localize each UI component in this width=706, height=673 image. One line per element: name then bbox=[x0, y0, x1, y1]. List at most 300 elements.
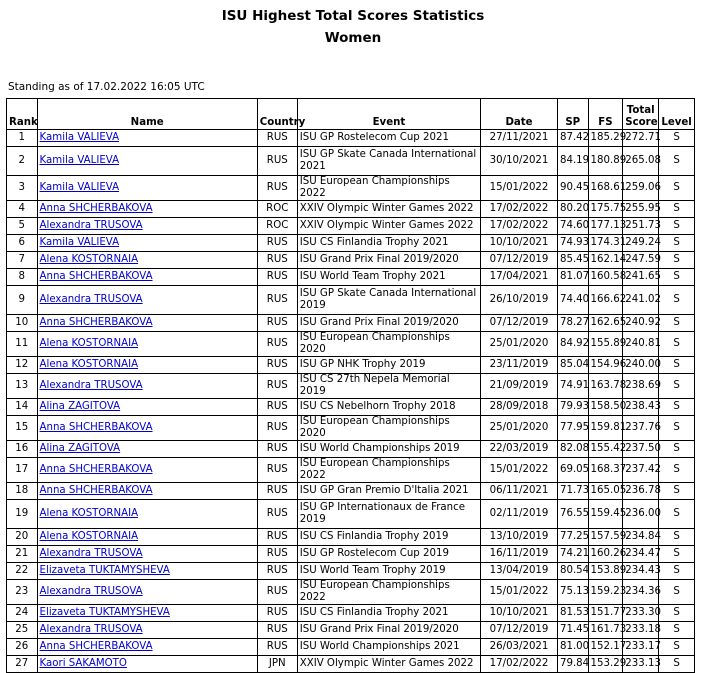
event-cell: ISU GP Skate Canada International 2019 bbox=[297, 286, 480, 315]
name-cell bbox=[37, 399, 257, 416]
total-score-cell: 241.02 bbox=[623, 286, 659, 315]
event-cell: ISU World Team Trophy 2019 bbox=[297, 563, 480, 580]
sp-score-cell: 75.13 bbox=[557, 580, 588, 605]
table-row bbox=[7, 656, 695, 673]
event-cell: ISU European Championships 2022 bbox=[297, 580, 480, 605]
skater-name-link[interactable]: Anna SHCHERBAKOVA bbox=[39, 464, 153, 475]
skater-name-link[interactable]: Kamila VALIEVA bbox=[39, 182, 120, 193]
scores-table bbox=[6, 98, 695, 673]
header-event: Event bbox=[297, 99, 480, 130]
total-score-cell: 237.42 bbox=[623, 458, 659, 483]
level-cell: S bbox=[659, 416, 695, 441]
sp-score-cell: 81.00 bbox=[557, 639, 588, 656]
table-row bbox=[7, 605, 695, 622]
total-score-cell: 247.59 bbox=[623, 252, 659, 269]
fs-score-cell: 174.31 bbox=[588, 235, 623, 252]
fs-score-cell: 165.05 bbox=[588, 483, 623, 500]
sp-score-cell: 74.91 bbox=[557, 374, 588, 399]
date-cell: 22/03/2019 bbox=[481, 441, 558, 458]
total-score-cell: 240.00 bbox=[623, 357, 659, 374]
fs-score-cell: 168.61 bbox=[588, 176, 623, 201]
rank-cell: 5 bbox=[7, 218, 38, 235]
sp-score-cell: 71.73 bbox=[557, 483, 588, 500]
date-cell: 02/11/2019 bbox=[481, 500, 558, 529]
date-cell: 17/02/2022 bbox=[481, 218, 558, 235]
skater-name-link[interactable]: Alina ZAGITOVA bbox=[39, 401, 121, 412]
total-score-cell: 233.13 bbox=[623, 656, 659, 673]
table-row bbox=[7, 483, 695, 500]
level-cell: S bbox=[659, 399, 695, 416]
table-row bbox=[7, 374, 695, 399]
table-row bbox=[7, 441, 695, 458]
name-cell bbox=[37, 529, 257, 546]
fs-score-cell: 159.81 bbox=[588, 416, 623, 441]
rank-cell: 12 bbox=[7, 357, 38, 374]
country-cell: RUS bbox=[257, 357, 297, 374]
country-cell: RUS bbox=[257, 458, 297, 483]
table-row bbox=[7, 357, 695, 374]
total-score-cell: 241.65 bbox=[623, 269, 659, 286]
table-row bbox=[7, 130, 695, 147]
sp-score-cell: 85.45 bbox=[557, 252, 588, 269]
date-cell: 30/10/2021 bbox=[481, 147, 558, 176]
fs-score-cell: 162.14 bbox=[588, 252, 623, 269]
skater-name-link[interactable]: Anna SHCHERBAKOVA bbox=[39, 641, 153, 652]
level-cell: S bbox=[659, 357, 695, 374]
country-cell: RUS bbox=[257, 563, 297, 580]
level-cell: S bbox=[659, 529, 695, 546]
event-cell: ISU World Championships 2021 bbox=[297, 639, 480, 656]
name-cell bbox=[37, 622, 257, 639]
total-score-cell: 272.71 bbox=[623, 130, 659, 147]
country-cell: ROC bbox=[257, 201, 297, 218]
skater-name-link[interactable]: Alexandra TRUSOVA bbox=[39, 548, 143, 559]
name-cell bbox=[37, 218, 257, 235]
table-row bbox=[7, 332, 695, 357]
date-cell: 07/12/2019 bbox=[481, 252, 558, 269]
standing-timestamp: Standing as of 17.02.2022 16:05 UTC bbox=[8, 81, 205, 93]
fs-score-cell: 159.45 bbox=[588, 500, 623, 529]
fs-score-cell: 154.96 bbox=[588, 357, 623, 374]
skater-name-link[interactable]: Alena KOSTORNAIA bbox=[39, 338, 139, 349]
header-fs: FS bbox=[588, 99, 623, 130]
sp-score-cell: 79.93 bbox=[557, 399, 588, 416]
event-cell: ISU European Championships 2022 bbox=[297, 458, 480, 483]
name-cell bbox=[37, 252, 257, 269]
level-cell: S bbox=[659, 441, 695, 458]
fs-score-cell: 153.89 bbox=[588, 563, 623, 580]
rank-cell: 2 bbox=[7, 147, 38, 176]
country-cell: RUS bbox=[257, 374, 297, 399]
country-cell: RUS bbox=[257, 546, 297, 563]
date-cell: 25/01/2020 bbox=[481, 332, 558, 357]
country-cell: RUS bbox=[257, 315, 297, 332]
fs-score-cell: 160.58 bbox=[588, 269, 623, 286]
total-score-cell: 234.84 bbox=[623, 529, 659, 546]
table-row bbox=[7, 458, 695, 483]
country-cell: RUS bbox=[257, 399, 297, 416]
event-cell: ISU GP Rostelecom Cup 2021 bbox=[297, 130, 480, 147]
table-row bbox=[7, 416, 695, 441]
level-cell: S bbox=[659, 622, 695, 639]
rank-cell: 3 bbox=[7, 176, 38, 201]
total-score-cell: 234.43 bbox=[623, 563, 659, 580]
level-cell: S bbox=[659, 235, 695, 252]
country-cell: ROC bbox=[257, 218, 297, 235]
name-cell bbox=[37, 563, 257, 580]
name-cell bbox=[37, 416, 257, 441]
fs-score-cell: 160.26 bbox=[588, 546, 623, 563]
skater-name-link[interactable]: Anna SHCHERBAKOVA bbox=[39, 271, 153, 282]
country-cell: RUS bbox=[257, 176, 297, 201]
skater-name-link[interactable]: Kamila VALIEVA bbox=[39, 132, 120, 143]
event-cell: ISU Grand Prix Final 2019/2020 bbox=[297, 252, 480, 269]
rank-cell: 17 bbox=[7, 458, 38, 483]
table-row bbox=[7, 546, 695, 563]
rank-cell: 7 bbox=[7, 252, 38, 269]
sp-score-cell: 90.45 bbox=[557, 176, 588, 201]
level-cell: S bbox=[659, 639, 695, 656]
event-cell: ISU European Championships 2022 bbox=[297, 176, 480, 201]
fs-score-cell: 158.50 bbox=[588, 399, 623, 416]
fs-score-cell: 151.77 bbox=[588, 605, 623, 622]
rank-cell: 4 bbox=[7, 201, 38, 218]
fs-score-cell: 157.59 bbox=[588, 529, 623, 546]
table-row bbox=[7, 529, 695, 546]
date-cell: 07/12/2019 bbox=[481, 315, 558, 332]
total-score-cell: 237.50 bbox=[623, 441, 659, 458]
event-cell: ISU CS 27th Nepela Memorial 2019 bbox=[297, 374, 480, 399]
fs-score-cell: 159.23 bbox=[588, 580, 623, 605]
skater-name-link[interactable]: Anna SHCHERBAKOVA bbox=[39, 203, 153, 214]
skater-name-link[interactable]: Alena KOSTORNAIA bbox=[39, 254, 139, 265]
skater-name-link[interactable]: Alexandra TRUSOVA bbox=[39, 586, 143, 597]
date-cell: 15/01/2022 bbox=[481, 176, 558, 201]
country-cell: RUS bbox=[257, 622, 297, 639]
country-cell: RUS bbox=[257, 500, 297, 529]
level-cell: S bbox=[659, 130, 695, 147]
date-cell: 17/02/2022 bbox=[481, 656, 558, 673]
skater-name-link[interactable]: Alena KOSTORNAIA bbox=[39, 531, 139, 542]
country-cell: RUS bbox=[257, 529, 297, 546]
sp-score-cell: 74.21 bbox=[557, 546, 588, 563]
rank-cell: 25 bbox=[7, 622, 38, 639]
event-cell: ISU GP Gran Premio D'Italia 2021 bbox=[297, 483, 480, 500]
skater-name-link[interactable]: Anna SHCHERBAKOVA bbox=[39, 485, 153, 496]
level-cell: S bbox=[659, 315, 695, 332]
table-row bbox=[7, 147, 695, 176]
total-score-cell: 255.95 bbox=[623, 201, 659, 218]
rank-cell: 15 bbox=[7, 416, 38, 441]
rank-cell: 1 bbox=[7, 130, 38, 147]
level-cell: S bbox=[659, 656, 695, 673]
table-row bbox=[7, 201, 695, 218]
rank-cell: 22 bbox=[7, 563, 38, 580]
date-cell: 07/12/2019 bbox=[481, 622, 558, 639]
fs-score-cell: 168.37 bbox=[588, 458, 623, 483]
sp-score-cell: 85.04 bbox=[557, 357, 588, 374]
country-cell: RUS bbox=[257, 332, 297, 357]
country-cell: RUS bbox=[257, 483, 297, 500]
skater-name-link[interactable]: Alexandra TRUSOVA bbox=[39, 220, 143, 231]
country-cell: RUS bbox=[257, 147, 297, 176]
date-cell: 26/10/2019 bbox=[481, 286, 558, 315]
level-cell: S bbox=[659, 332, 695, 357]
country-cell: RUS bbox=[257, 639, 297, 656]
sp-score-cell: 77.25 bbox=[557, 529, 588, 546]
fs-score-cell: 153.29 bbox=[588, 656, 623, 673]
header-sp: SP bbox=[557, 99, 588, 130]
fs-score-cell: 155.89 bbox=[588, 332, 623, 357]
fs-score-cell: 162.65 bbox=[588, 315, 623, 332]
table-row bbox=[7, 399, 695, 416]
page-subtitle: Women bbox=[324, 30, 382, 46]
sp-score-cell: 74.40 bbox=[557, 286, 588, 315]
skater-name-link[interactable]: Kamila VALIEVA bbox=[39, 237, 120, 248]
name-cell bbox=[37, 441, 257, 458]
total-score-cell: 234.36 bbox=[623, 580, 659, 605]
skater-name-link[interactable]: Alexandra TRUSOVA bbox=[39, 380, 143, 391]
header-total-line2: Score bbox=[625, 117, 658, 128]
total-score-cell: 236.78 bbox=[623, 483, 659, 500]
level-cell: S bbox=[659, 458, 695, 483]
skater-name-link[interactable]: Anna SHCHERBAKOVA bbox=[39, 422, 153, 433]
table-row bbox=[7, 622, 695, 639]
rank-cell: 21 bbox=[7, 546, 38, 563]
event-cell: ISU GP Internationaux de France 2019 bbox=[297, 500, 480, 529]
skater-name-link[interactable]: Alina ZAGITOVA bbox=[39, 443, 121, 454]
rank-cell: 19 bbox=[7, 500, 38, 529]
date-cell: 16/11/2019 bbox=[481, 546, 558, 563]
name-cell bbox=[37, 458, 257, 483]
date-cell: 27/11/2021 bbox=[481, 130, 558, 147]
table-row bbox=[7, 269, 695, 286]
rank-cell: 13 bbox=[7, 374, 38, 399]
date-cell: 23/11/2019 bbox=[481, 357, 558, 374]
name-cell bbox=[37, 176, 257, 201]
sp-score-cell: 84.92 bbox=[557, 332, 588, 357]
event-cell: ISU CS Finlandia Trophy 2019 bbox=[297, 529, 480, 546]
event-cell: ISU World Team Trophy 2021 bbox=[297, 269, 480, 286]
header-total-line1: Total bbox=[626, 105, 655, 116]
level-cell: S bbox=[659, 605, 695, 622]
table-row bbox=[7, 235, 695, 252]
level-cell: S bbox=[659, 218, 695, 235]
level-cell: S bbox=[659, 269, 695, 286]
level-cell: S bbox=[659, 546, 695, 563]
date-cell: 13/04/2019 bbox=[481, 563, 558, 580]
event-cell: XXIV Olympic Winter Games 2022 bbox=[297, 218, 480, 235]
total-score-cell: 240.81 bbox=[623, 332, 659, 357]
sp-score-cell: 80.20 bbox=[557, 201, 588, 218]
header-total-score bbox=[623, 99, 659, 130]
name-cell bbox=[37, 580, 257, 605]
fs-score-cell: 185.29 bbox=[588, 130, 623, 147]
name-cell bbox=[37, 605, 257, 622]
date-cell: 10/10/2021 bbox=[481, 605, 558, 622]
total-score-cell: 233.17 bbox=[623, 639, 659, 656]
country-cell: RUS bbox=[257, 441, 297, 458]
table-row bbox=[7, 500, 695, 529]
fs-score-cell: 177.13 bbox=[588, 218, 623, 235]
rank-cell: 23 bbox=[7, 580, 38, 605]
event-cell: ISU GP Skate Canada International 2021 bbox=[297, 147, 480, 176]
date-cell: 17/02/2022 bbox=[481, 201, 558, 218]
event-cell: ISU GP Rostelecom Cup 2019 bbox=[297, 546, 480, 563]
event-cell: ISU CS Finlandia Trophy 2021 bbox=[297, 235, 480, 252]
country-cell: RUS bbox=[257, 252, 297, 269]
level-cell: S bbox=[659, 483, 695, 500]
rank-cell: 24 bbox=[7, 605, 38, 622]
name-cell bbox=[37, 357, 257, 374]
date-cell: 10/10/2021 bbox=[481, 235, 558, 252]
fs-score-cell: 180.89 bbox=[588, 147, 623, 176]
header-date: Date bbox=[481, 99, 558, 130]
name-cell bbox=[37, 269, 257, 286]
date-cell: 15/01/2022 bbox=[481, 580, 558, 605]
date-cell: 25/01/2020 bbox=[481, 416, 558, 441]
name-cell bbox=[37, 147, 257, 176]
skater-name-link[interactable]: Kaori SAKAMOTO bbox=[39, 658, 127, 669]
rank-cell: 18 bbox=[7, 483, 38, 500]
fs-score-cell: 166.62 bbox=[588, 286, 623, 315]
table-row bbox=[7, 639, 695, 656]
date-cell: 26/03/2021 bbox=[481, 639, 558, 656]
name-cell bbox=[37, 235, 257, 252]
header-rank: Rank bbox=[7, 99, 38, 130]
table-row bbox=[7, 176, 695, 201]
name-cell bbox=[37, 201, 257, 218]
event-cell: ISU CS Nebelhorn Trophy 2018 bbox=[297, 399, 480, 416]
total-score-cell: 265.08 bbox=[623, 147, 659, 176]
sp-score-cell: 78.27 bbox=[557, 315, 588, 332]
name-cell bbox=[37, 130, 257, 147]
event-cell: ISU World Championships 2019 bbox=[297, 441, 480, 458]
country-cell: RUS bbox=[257, 605, 297, 622]
name-cell bbox=[37, 286, 257, 315]
sp-score-cell: 82.08 bbox=[557, 441, 588, 458]
sp-score-cell: 84.19 bbox=[557, 147, 588, 176]
level-cell: S bbox=[659, 374, 695, 399]
total-score-cell: 240.92 bbox=[623, 315, 659, 332]
event-cell: ISU CS Finlandia Trophy 2021 bbox=[297, 605, 480, 622]
level-cell: S bbox=[659, 500, 695, 529]
country-cell: JPN bbox=[257, 656, 297, 673]
header-country: Country bbox=[257, 99, 297, 130]
skater-name-link[interactable]: Alena KOSTORNAIA bbox=[39, 508, 139, 519]
sp-score-cell: 81.53 bbox=[557, 605, 588, 622]
sp-score-cell: 69.05 bbox=[557, 458, 588, 483]
name-cell bbox=[37, 639, 257, 656]
skater-name-link[interactable]: Kamila VALIEVA bbox=[39, 155, 120, 166]
total-score-cell: 233.30 bbox=[623, 605, 659, 622]
name-cell bbox=[37, 332, 257, 357]
event-cell: ISU European Championships 2020 bbox=[297, 332, 480, 357]
table-row bbox=[7, 218, 695, 235]
country-cell: RUS bbox=[257, 580, 297, 605]
event-cell: XXIV Olympic Winter Games 2022 bbox=[297, 656, 480, 673]
total-score-cell: 236.00 bbox=[623, 500, 659, 529]
rank-cell: 20 bbox=[7, 529, 38, 546]
table-row bbox=[7, 286, 695, 315]
skater-name-link[interactable]: Elizaveta TUKTAMYSHEVA bbox=[39, 607, 170, 618]
rank-cell: 26 bbox=[7, 639, 38, 656]
sp-score-cell: 76.55 bbox=[557, 500, 588, 529]
sp-score-cell: 71.45 bbox=[557, 622, 588, 639]
sp-score-cell: 81.07 bbox=[557, 269, 588, 286]
date-cell: 06/11/2021 bbox=[481, 483, 558, 500]
fs-score-cell: 175.75 bbox=[588, 201, 623, 218]
name-cell bbox=[37, 546, 257, 563]
date-cell: 13/10/2019 bbox=[481, 529, 558, 546]
event-cell: ISU Grand Prix Final 2019/2020 bbox=[297, 622, 480, 639]
total-score-cell: 238.43 bbox=[623, 399, 659, 416]
event-cell: ISU European Championships 2020 bbox=[297, 416, 480, 441]
country-cell: RUS bbox=[257, 416, 297, 441]
rank-cell: 6 bbox=[7, 235, 38, 252]
total-score-cell: 251.73 bbox=[623, 218, 659, 235]
fs-score-cell: 161.73 bbox=[588, 622, 623, 639]
rank-cell: 10 bbox=[7, 315, 38, 332]
total-score-cell: 238.69 bbox=[623, 374, 659, 399]
country-cell: RUS bbox=[257, 286, 297, 315]
skater-name-link[interactable]: Anna SHCHERBAKOVA bbox=[39, 317, 153, 328]
event-cell: ISU Grand Prix Final 2019/2020 bbox=[297, 315, 480, 332]
total-score-cell: 259.06 bbox=[623, 176, 659, 201]
header-level: Level bbox=[659, 99, 695, 130]
name-cell bbox=[37, 483, 257, 500]
country-cell: RUS bbox=[257, 235, 297, 252]
date-cell: 15/01/2022 bbox=[481, 458, 558, 483]
rank-cell: 27 bbox=[7, 656, 38, 673]
fs-score-cell: 152.17 bbox=[588, 639, 623, 656]
name-cell bbox=[37, 500, 257, 529]
name-cell bbox=[37, 315, 257, 332]
country-cell: RUS bbox=[257, 130, 297, 147]
level-cell: S bbox=[659, 580, 695, 605]
sp-score-cell: 79.84 bbox=[557, 656, 588, 673]
name-cell bbox=[37, 656, 257, 673]
skater-name-link[interactable]: Alexandra TRUSOVA bbox=[39, 624, 143, 635]
date-cell: 21/09/2019 bbox=[481, 374, 558, 399]
fs-score-cell: 163.78 bbox=[588, 374, 623, 399]
total-score-cell: 249.24 bbox=[623, 235, 659, 252]
level-cell: S bbox=[659, 286, 695, 315]
total-score-cell: 233.18 bbox=[623, 622, 659, 639]
skater-name-link[interactable]: Elizaveta TUKTAMYSHEVA bbox=[39, 565, 170, 576]
table-row bbox=[7, 252, 695, 269]
level-cell: S bbox=[659, 563, 695, 580]
level-cell: S bbox=[659, 176, 695, 201]
table-header-row bbox=[7, 99, 695, 130]
fs-score-cell: 155.42 bbox=[588, 441, 623, 458]
level-cell: S bbox=[659, 147, 695, 176]
sp-score-cell: 80.54 bbox=[557, 563, 588, 580]
header-name: Name bbox=[37, 99, 257, 130]
page-title: ISU Highest Total Scores Statistics bbox=[221, 8, 485, 24]
sp-score-cell: 87.42 bbox=[557, 130, 588, 147]
skater-name-link[interactable]: Alena KOSTORNAIA bbox=[39, 359, 139, 370]
event-cell: ISU GP NHK Trophy 2019 bbox=[297, 357, 480, 374]
table-row bbox=[7, 563, 695, 580]
rank-cell: 16 bbox=[7, 441, 38, 458]
table-row bbox=[7, 315, 695, 332]
sp-score-cell: 74.93 bbox=[557, 235, 588, 252]
skater-name-link[interactable]: Alexandra TRUSOVA bbox=[39, 294, 143, 305]
rank-cell: 14 bbox=[7, 399, 38, 416]
event-cell: XXIV Olympic Winter Games 2022 bbox=[297, 201, 480, 218]
level-cell: S bbox=[659, 201, 695, 218]
